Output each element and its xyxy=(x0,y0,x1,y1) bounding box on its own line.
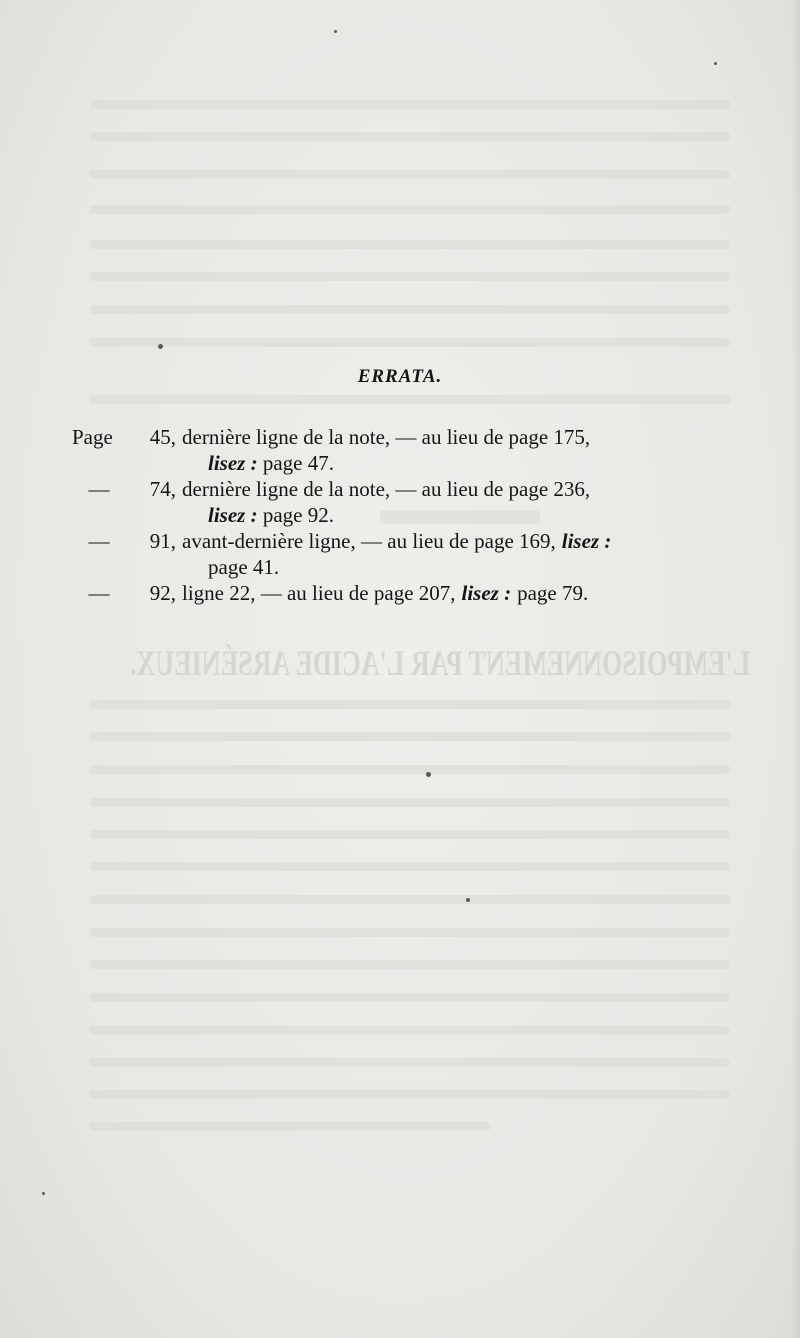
errata-entry xyxy=(72,580,732,606)
errata-entry xyxy=(72,476,732,528)
bleed-through-heading: L'EMPOISONNEMENT PAR L'ACIDE ARSÉNIEUX. xyxy=(130,643,750,683)
page-edge-shadow xyxy=(790,0,800,1338)
correction-text: page 41. xyxy=(208,555,280,579)
paper-speck xyxy=(426,772,431,777)
entry-text: ligne 22, — au lieu de page 207, xyxy=(182,581,456,605)
correction-text: page 79. xyxy=(517,581,589,605)
correction-text: page 47. xyxy=(262,451,334,475)
paper-speck xyxy=(466,898,470,902)
paper-speck xyxy=(42,1192,45,1195)
paper-speck xyxy=(334,30,337,33)
lisez-label: lisez : xyxy=(208,503,258,527)
page-ref: 74, xyxy=(149,477,176,501)
entry-text: dernière ligne de la note, — au lieu de page 236, xyxy=(182,477,591,501)
page-title: ERRATA. xyxy=(357,366,443,387)
entry-marker: — xyxy=(88,477,110,501)
errata-entry xyxy=(72,528,732,580)
entry-marker: — xyxy=(88,529,110,553)
lisez-label: lisez : xyxy=(461,581,512,605)
page-ref: 92, xyxy=(149,581,176,605)
paper-speck xyxy=(714,62,717,65)
lisez-label: lisez : xyxy=(208,451,258,475)
correction-text: page 92. xyxy=(262,503,334,527)
errata-entry xyxy=(72,424,732,476)
entry-marker: Page xyxy=(72,425,113,449)
page-ref: 45, xyxy=(149,425,176,449)
entry-text: avant-dernière ligne, — au lieu de page 169, xyxy=(182,529,556,553)
errata-list xyxy=(72,424,732,606)
lisez-label: lisez : xyxy=(561,529,612,553)
entry-marker: — xyxy=(88,581,110,605)
page-ref: 91, xyxy=(149,529,176,553)
paper-speck xyxy=(158,344,163,349)
entry-text: dernière ligne de la note, — au lieu de page 175, xyxy=(182,425,591,449)
